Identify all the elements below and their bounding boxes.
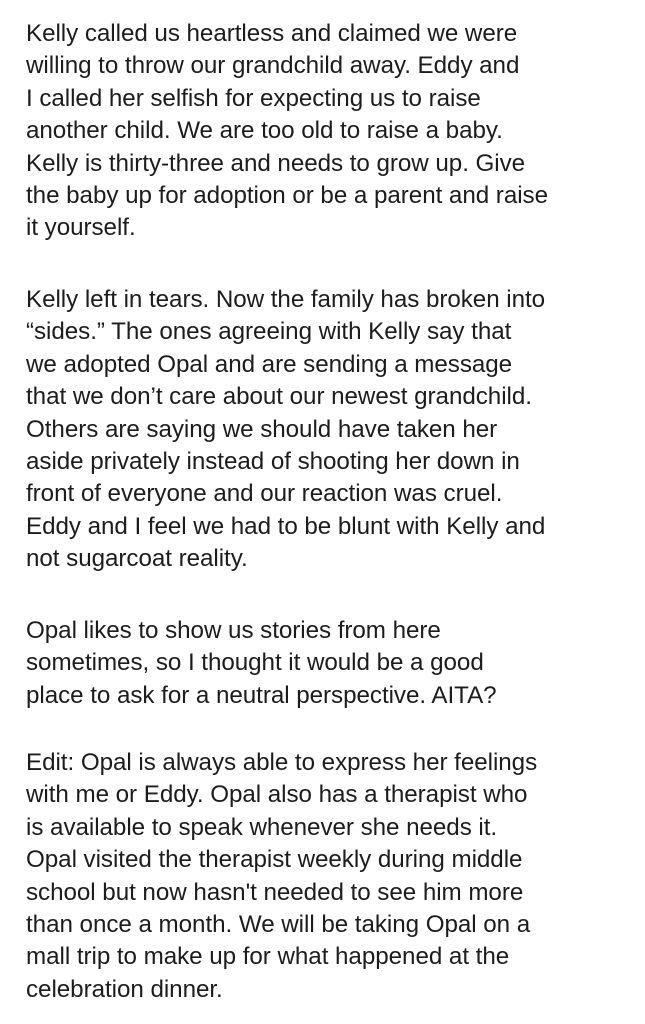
text-line: that we don’t care about our newest grandchild. [26, 383, 532, 411]
text-line: Kelly left in tears. Now the family has broken into [26, 286, 546, 313]
paragraph-edit [26, 747, 537, 1006]
text-line: Edit: Opal is always able to express her feelings [26, 749, 538, 776]
text-line: mall trip to make up for what happened at the [26, 943, 510, 971]
text-line: it yourself. [26, 214, 136, 242]
text-line: front of everyone and our reaction was cruel. [26, 480, 503, 508]
text-line: than once a month. We will be taking Opal on a [26, 910, 531, 938]
text-line: with me or Eddy. Opal also has a therapist who [26, 781, 528, 809]
text-line: Opal likes to show us stories from here [26, 617, 441, 644]
text-line: Opal visited the therapist weekly during middle [26, 846, 523, 874]
text-line: willing to throw our grandchild away. Eddy and [26, 52, 520, 80]
text-line: aside privately instead of shooting her down in [26, 447, 520, 475]
text-line: “sides.” The ones agreeing with Kelly say that [26, 318, 512, 346]
paragraph-3 [26, 615, 497, 712]
text-line: school but now hasn't needed to see him more [26, 878, 524, 906]
text-line: another child. We are too old to raise a baby. [26, 117, 503, 145]
text-line: sometimes, so I thought it would be a good [26, 649, 484, 677]
text-line: the baby up for adoption or be a parent and raise [26, 181, 548, 209]
text-line: Kelly is thirty-three and needs to grow up. Give [26, 149, 526, 177]
text-line: Kelly called us heartless and claimed we were [26, 20, 518, 47]
text-line: not sugarcoat reality. [26, 545, 248, 573]
text-line: celebration dinner. [26, 975, 223, 1003]
paragraph-2 [26, 284, 545, 576]
text-line: Eddy and I feel we had to be blunt with Kelly and [26, 512, 546, 540]
paragraph-1 [26, 18, 548, 245]
text-line: we adopted Opal and are sending a message [26, 350, 513, 378]
text-line: Others are saying we should have taken her [26, 415, 498, 443]
text-line: is available to speak whenever she needs it. [26, 813, 498, 841]
text-line: place to ask for a neutral perspective. AITA? [26, 681, 497, 709]
text-line: I called her selfish for expecting us to raise [26, 84, 481, 112]
